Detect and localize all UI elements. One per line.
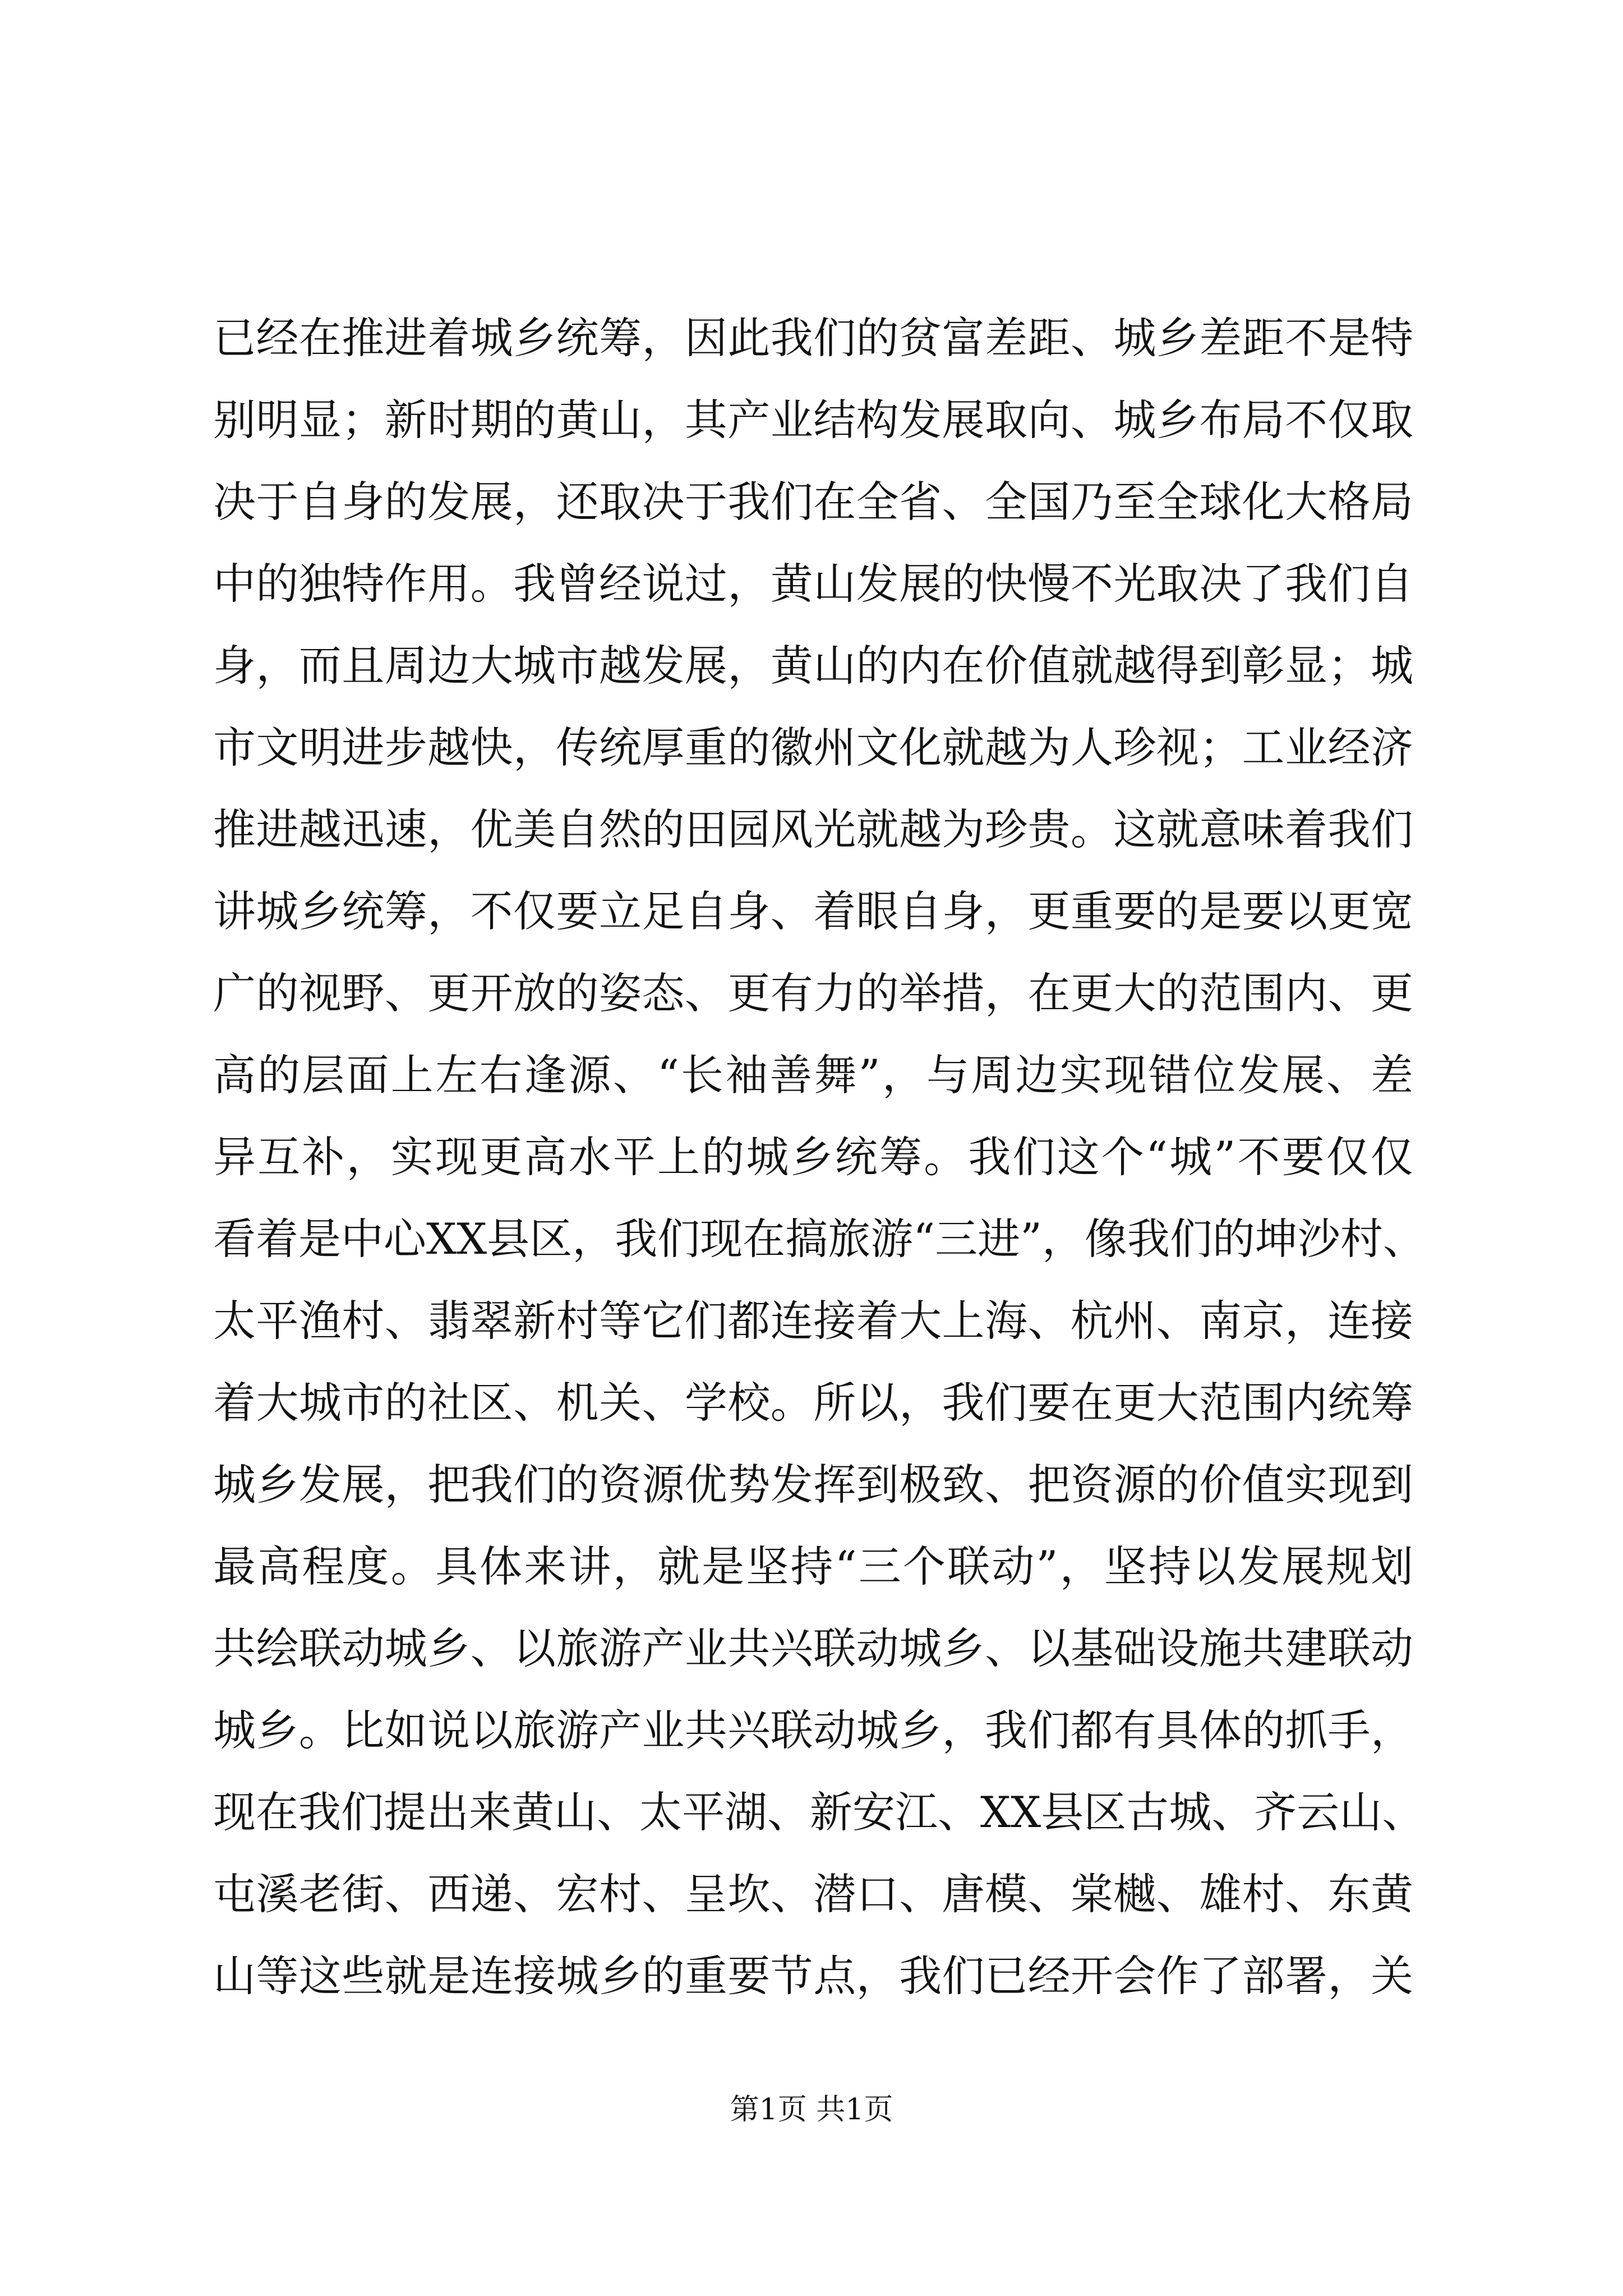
text-line: 推进越迅速，优美自然的田园风光就越为珍贵。这就意味着我们 — [213, 804, 1413, 854]
text-line: 身，而且周边大城市越发展，黄山的内在价值就越得到彰显；城 — [213, 641, 1413, 691]
text-line: 太平渔村、翡翠新村等它们都连接着大上海、杭州、南京，连接 — [213, 1296, 1413, 1346]
text-line: 已经在推进着城乡统筹，因此我们的贫富差距、城乡差距不是特 — [213, 313, 1413, 363]
text-line: 城乡发展，把我们的资源优势发挥到极致、把资源的价值实现到 — [213, 1460, 1413, 1510]
text-line: 山等这些就是连接城乡的重要节点，我们已经开会作了部署，关 — [213, 1951, 1413, 2001]
body-text — [213, 297, 1426, 2017]
page-footer: 第1页 共1页 — [730, 2093, 893, 2127]
text-line: 看着是中心XX县区，我们现在搞旅游“三进”，像我们的坤沙村、 — [213, 1214, 1426, 1264]
text-line: 共绘联动城乡、以旅游产业共兴联动城乡、以基础设施共建联动 — [213, 1623, 1413, 1673]
text-line: 市文明进步越快，传统厚重的徽州文化就越为人珍视；工业经济 — [213, 723, 1413, 772]
text-line: 中的独特作用。我曾经说过，黄山发展的快慢不光取决了我们自 — [213, 559, 1413, 609]
text-line: 广的视野、更开放的姿态、更有力的举措，在更大的范围内、更 — [213, 968, 1413, 1018]
text-line: 异互补，实现更高水平上的城乡统筹。我们这个“城”不要仅仅 — [213, 1132, 1413, 1182]
text-line: 讲城乡统筹，不仅要立足自身、着眼自身，更重要的是要以更宽 — [213, 886, 1413, 936]
text-line: 别明显；新时期的黄山，其产业结构发展取向、城乡布局不仅取 — [213, 395, 1413, 445]
text-line: 屯溪老街、西递、宏村、呈坎、潜口、唐模、棠樾、雄村、东黄 — [213, 1869, 1413, 1919]
text-line: 决于自身的发展，还取决于我们在全省、全国乃至全球化大格局 — [213, 477, 1413, 527]
text-line: 着大城市的社区、机关、学校。所以，我们要在更大范围内统筹 — [213, 1378, 1413, 1428]
text-line: 现在我们提出来黄山、太平湖、新安江、XX县区古城、齐云山、 — [213, 1787, 1425, 1837]
text-line: 城乡。比如说以旅游产业共兴联动城乡，我们都有具体的抓手， — [213, 1705, 1413, 1755]
text-line: 高的层面上左右逢源、“长袖善舞”，与周边实现错位发展、差 — [213, 1050, 1413, 1100]
text-line: 最高程度。具体来讲，就是坚持“三个联动”，坚持以发展规划 — [213, 1542, 1413, 1591]
